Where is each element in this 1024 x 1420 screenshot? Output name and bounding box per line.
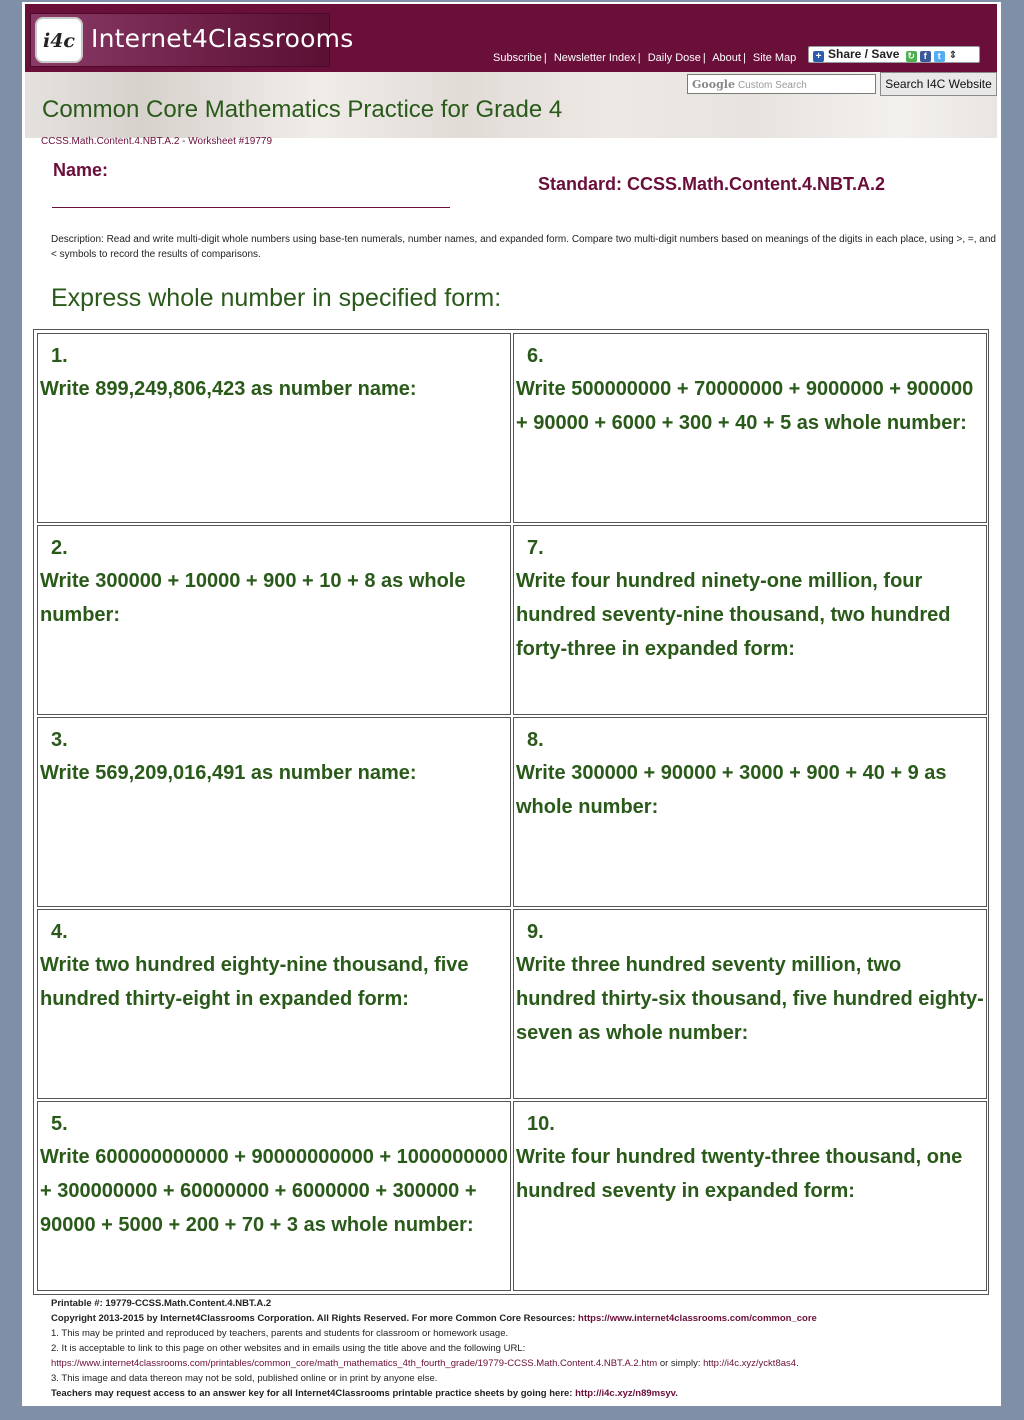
search-input[interactable]	[687, 74, 876, 94]
page-title: Common Core Mathematics Practice for Grade 4	[42, 96, 563, 123]
problem-text: Write 300000 + 90000 + 3000 + 900 + 40 + 9 as whole number:	[516, 762, 947, 818]
problem-cell-6	[513, 333, 987, 523]
problem-text: Write 600000000000 + 90000000000 + 1000000000 + 300000000 + 60000000 + 6000000 + 300000 + 90000 + 5000 + 200 + 70 + 3 as whole number:	[40, 1146, 508, 1236]
problem-number: 5.	[51, 1113, 68, 1135]
common-core-link[interactable]: https://www.internet4classrooms.com/common_core	[578, 1313, 817, 1324]
nav-daily-dose[interactable]: Daily Dose	[647, 52, 701, 64]
problem-cell-1	[37, 333, 511, 523]
problem-number: 6.	[527, 345, 544, 367]
note-2: 2. It is acceptable to link to this page on other websites and in emails using the title above and the following URL:	[51, 1343, 526, 1354]
note-1: 1. This may be printed and reproduced by teachers, parents and students for classroom or homework usage.	[51, 1328, 509, 1339]
share-plus-icon: +	[813, 51, 824, 62]
problem-grid	[33, 329, 989, 1295]
problem-number: 8.	[527, 729, 544, 751]
site-logo[interactable]	[30, 13, 354, 67]
copyright-text: Copyright 2013-2015 by Internet4Classrooms Corporation. All Rights Reserved. For more Common Core Resources:	[51, 1313, 576, 1324]
description: Description: Read and write multi-digit whole numbers using base-ten numerals, number names, and expanded form. Compare two multi-digit numbers based on meanings of the digits in each place, using >, =, and < symbols to record the results of comparisons.	[51, 234, 996, 260]
problem-text: Write 300000 + 10000 + 900 + 10 + 8 as whole number:	[40, 570, 466, 626]
logo-text: Internet4Classrooms	[91, 24, 354, 53]
standard-label: Standard: CCSS.Math.Content.4.NBT.A.2	[538, 174, 886, 194]
worksheet-id: CCSS.Math.Content.4.NBT.A.2 - Worksheet #19779	[41, 136, 273, 147]
short-url-link[interactable]: http://i4c.xyz/yckt8as4	[703, 1358, 797, 1369]
long-url-link[interactable]: https://www.internet4classrooms.com/printables/common_core/math_mathematics_4th_fourth_grade/19779-CCSS.Math.Content.4.NBT.A.2.htm	[51, 1358, 658, 1369]
share-save-button[interactable]	[808, 46, 980, 63]
problem-number: 10.	[527, 1113, 555, 1135]
problem-cell-4	[37, 909, 511, 1099]
google-logo-icon: Google	[692, 78, 735, 91]
problem-text: Write 500000000 + 70000000 + 9000000 + 900000 + 90000 + 6000 + 300 + 40 + 5 as whole number:	[516, 378, 974, 434]
name-label: Name:	[53, 160, 109, 180]
nav-subscribe[interactable]: Subscribe	[493, 52, 542, 64]
problem-number: 1.	[51, 345, 68, 367]
problem-text: Write 569,209,016,491 as number name:	[40, 762, 417, 784]
problem-text: Write four hundred twenty-three thousand, one hundred seventy in expanded form:	[516, 1146, 963, 1202]
note-3: 3. This image and data thereon may not be sold, published online or in print by anyone else.	[51, 1373, 438, 1384]
copyright-line	[51, 1311, 991, 1326]
problem-cell-8	[513, 717, 987, 907]
search-placeholder: Custom Search	[737, 80, 807, 91]
printable-number: Printable #: 19779-CCSS.Math.Content.4.NBT.A.2	[51, 1298, 272, 1309]
problem-number: 3.	[51, 729, 68, 751]
problem-number: 2.	[51, 537, 68, 559]
url-line: https://www.internet4classrooms.com/printables/common_core/math_mathematics_4th_fourth_grade/19779-CCSS.Math.Content.4.NBT.A.2.htm or simply: http://i4c.xyz/yckt8as4.	[51, 1358, 799, 1369]
name-line	[52, 207, 450, 208]
footer	[51, 1296, 991, 1401]
search-button[interactable]: Search I4C Website	[880, 72, 997, 96]
problem-text: Write 899,249,806,423 as number name:	[40, 378, 417, 400]
section-heading: Express whole number in specified form:	[51, 284, 502, 312]
twitter-icon: t	[934, 51, 945, 62]
problem-cell-10	[513, 1101, 987, 1291]
problem-cell-9	[513, 909, 987, 1099]
nav-about[interactable]: About	[712, 52, 741, 64]
top-nav: Subscribe | Newsletter Index | Daily Dose | About | Site Map	[493, 52, 797, 64]
problem-cell-5	[37, 1101, 511, 1291]
problem-number: 4.	[51, 921, 68, 943]
share-dropdown-icon: ⇕	[948, 50, 958, 61]
teachers-text: Teachers may request access to an answer key for all Internet4Classrooms printable practice sheets by going here:	[51, 1388, 573, 1399]
or-simply-text: or simply:	[657, 1358, 704, 1369]
problem-text: Write four hundred ninety-one million, four hundred seventy-nine thousand, two hundred forty-three in expanded form:	[516, 570, 951, 660]
facebook-icon: f	[920, 51, 931, 62]
share-refresh-icon: ↻	[907, 51, 915, 61]
worksheet-page	[22, 2, 1001, 1406]
problem-cell-3	[37, 717, 511, 907]
problem-text: Write three hundred seventy million, two hundred thirty-six thousand, five hundred eighty-seven as whole number:	[516, 954, 984, 1044]
problem-cell-7	[513, 525, 987, 715]
logo-badge-icon: i4c	[35, 17, 83, 63]
nav-site-map[interactable]: Site Map	[752, 52, 797, 64]
problem-number: 9.	[527, 921, 544, 943]
problem-text: Write two hundred eighty-nine thousand, five hundred thirty-eight in expanded form:	[40, 954, 469, 1010]
answer-key-link[interactable]: http://i4c.xyz/n89msyv	[575, 1388, 676, 1399]
teachers-line: Teachers may request access to an answer key for all Internet4Classrooms printable practice sheets by going here: http://i4c.xyz/n89msyv.	[51, 1388, 678, 1399]
problem-number: 7.	[527, 537, 544, 559]
share-label: Share / Save	[828, 47, 900, 61]
problem-cell-2	[37, 525, 511, 715]
site-header	[25, 4, 997, 72]
nav-newsletter-index[interactable]: Newsletter Index	[553, 52, 636, 64]
